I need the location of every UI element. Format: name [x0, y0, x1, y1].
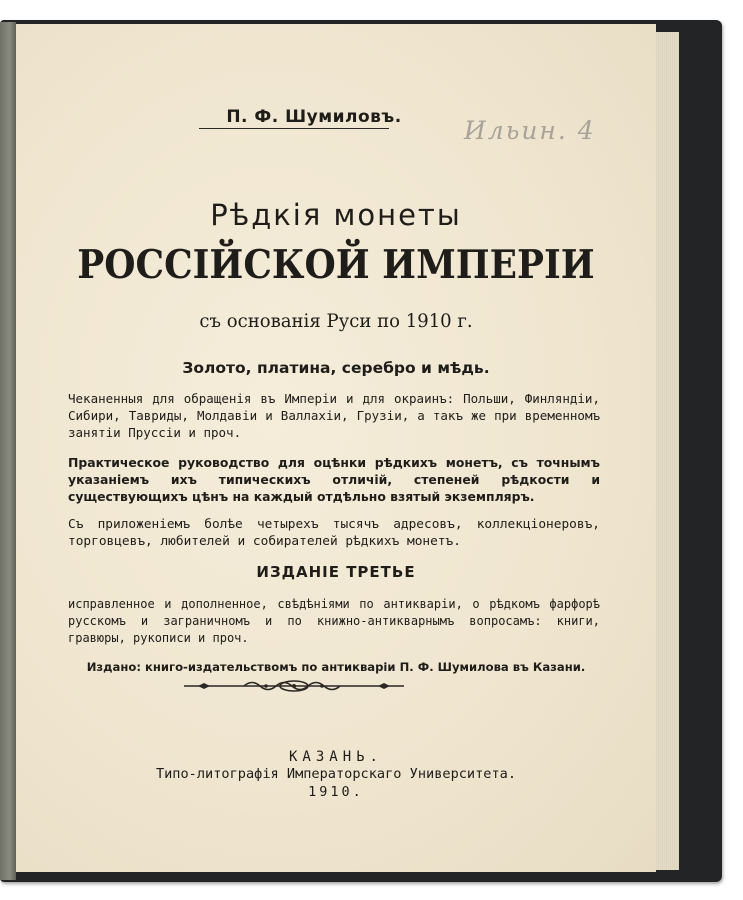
- handwritten-note: Ильин. 4: [464, 116, 596, 145]
- printer-imprint: Типо-литографія Императорскаго Университета.: [155, 766, 517, 782]
- metals-line: Золото, платина, серебро и мѣдь.: [182, 359, 490, 377]
- publisher-line: Издано: книго-издательствомъ по антикваріи П. Ф. Шумилова въ Казани.: [86, 660, 586, 674]
- city-imprint: КАЗАНЬ.: [288, 749, 383, 765]
- publication-year: 1910.: [308, 784, 364, 800]
- title-line-2: РОССІЙСКОЙ ИМПЕРІИ: [77, 242, 595, 288]
- paragraph-edition-notes: исправленное и дополненное, свѣдѣніями по антикваріи, о рѣдкомъ фарфорѣ русскомъ и заграничномъ и по книжно-антикварнымъ вопросамъ: книги, гравюры, рукописи и проч.: [68, 597, 600, 645]
- title-page: [16, 24, 656, 872]
- cloth-binding-edge: [0, 22, 16, 880]
- paragraph-coinage-regions: Чеканенныя для обращенія въ Имперіи и для окраинъ: Польши, Финляндіи, Сибири, Тавриды, Молдавіи и Валлахіи, Грузіи, а такъ же при временномъ занятіи Пруссіи и проч.: [68, 391, 600, 440]
- paragraph-addresses-appendix: Съ приложеніемъ болѣе четырехъ тысячъ адресовъ, коллекціонеровъ, торговцевъ, любителей и собирателей рѣдкихъ монетъ.: [68, 517, 600, 549]
- subtitle: съ основанія Руси по 1910 г.: [199, 310, 473, 332]
- author-underline: [199, 128, 389, 129]
- author-name: П. Ф. Шумиловъ.: [226, 107, 402, 127]
- edition-heading: ИЗДАНІЕ ТРЕТЬЕ: [256, 563, 416, 581]
- paragraph-guide-description: Практическое руководство для оцѣнки рѣдкихъ монетъ, съ точнымъ указаніемъ ихъ типическихъ отличій, степеней рѣдкости и существующихъ цѣнъ на каждый отдѣльно взятый экземпляръ.: [68, 455, 600, 504]
- ornamental-divider-icon: [184, 678, 404, 694]
- title-line-1: Рѣдкія монеты: [210, 198, 462, 232]
